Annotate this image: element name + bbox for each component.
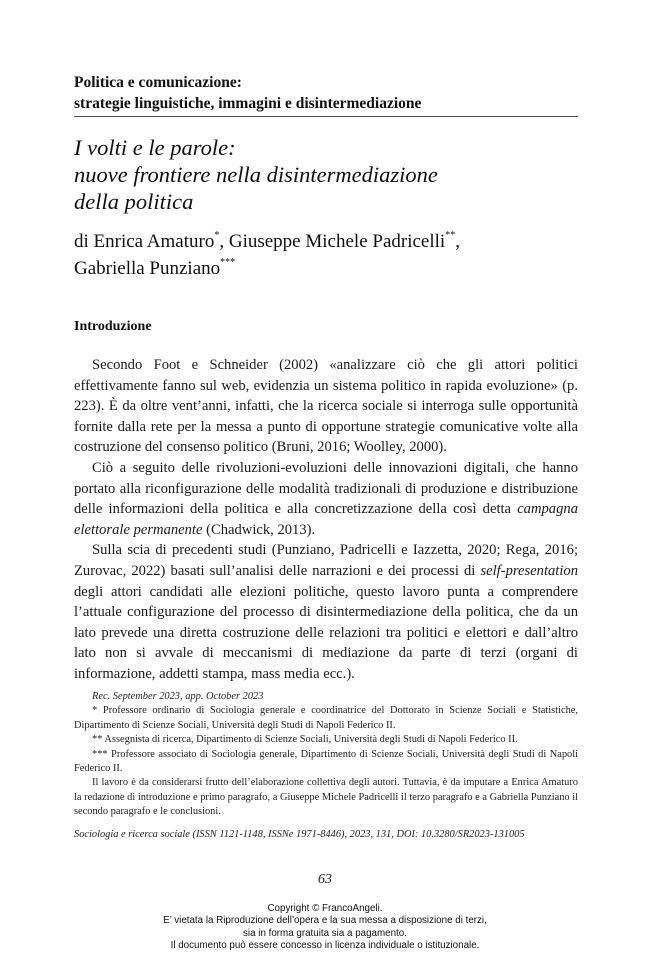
journal-citation: Sociologia e ricerca sociale (ISSN 1121-1148, ISSNe 1971-8446), 2023, 131, DOI: 10.3280/SR2023-131005 [74,828,525,840]
paragraph: Secondo Foot e Schneider (2002) «analizzare ciò che gli attori politici effettivamente fanno sul web, evidenzia un sistema politico in rapida evoluzione» (p. 223). È da oltre vent’anni, infatti, che la ricerca sociale si interroga sulle opportunità fornite dalla rete per la messa a punto di opportune strategie comunicative volte alla costruzione del consenso politico (Bruni, 2016; Woolley, 2000). [74,357,578,456]
section-heading-line2: strategie linguistiche, immagini e disintermediazione [74,95,422,112]
footnote: *** Professore associato di Sociologia generale, Dipartimento di Scienze Sociali, Università degli Studi di Napoli Federico II. [74,748,578,775]
author-name: Gabriella Punziano [74,258,221,279]
copyright-line: Copyright © FrancoAngeli. [267,903,383,914]
paragraph-text: Sulla scia di precedenti studi (Punziano, Padricelli e Iazzetta, 2020; Rega, 2016; Zurovac, 2022) basati sull’analisi delle narrazioni e dei processi di [74,542,578,579]
article-title [74,134,594,215]
article-title-line2: nuove frontiere nella disintermediazione [74,162,438,187]
introduction-heading: Introduzione [74,319,152,334]
body-text [74,355,578,685]
footnote: Il lavoro è da considerarsi frutto dell’elaborazione collettiva degli autori. Tuttavia, è da imputare a Enrica Amaturo la redazione di introduzione e primo paragrafo, a Giuseppe Michele Padricelli il terzo paragrafo e a Gabriella Punziano il secondo paragrafo e le conclusioni. [74,777,578,818]
author-list [74,228,594,282]
copyright-notice [0,903,650,953]
copyright-line: sia in forma gratuita sia a pagamento. [243,927,407,939]
footnote-mark: * [214,230,220,241]
authors-prefix: di [74,231,94,252]
emphasis-text: self-presentation [480,562,578,579]
paragraph [74,458,578,540]
emphasis-text: campagna elettorale permanente [74,501,578,538]
section-heading-line1: Politica e comunicazione: [74,74,242,91]
page-number: 63 [318,872,332,887]
paragraph-text: Ciò a seguito delle rivoluzioni-evoluzioni delle innovazioni digitali, che hanno portato alla riconfigurazione delle modalità tradizionali di produzione e distribuzione delle informazioni della politica e alla concretizzazione della così detta [74,459,578,518]
article-title-line3: della politica [74,189,194,214]
footnote: ** Assegnista di ricerca, Dipartimento di Scienze Sociali, Università degli Studi di Napoli Federico II. [92,734,518,746]
footnotes [74,690,578,842]
paragraph-text: degli attori candidati alle elezioni politiche, questo lavoro punta a comprendere l’attuale configurazione del processo di disintermediazione della politica, che da un lato prevede una diretta costruzione delle relazioni tra politici e elettori e dall’altro lato non si avvale di meccanismi di mediazione da parte di terzi (organi di informazione, addetti stampa, mass media ecc.). [74,583,578,682]
section-heading [74,72,578,114]
author-name: Enrica Amaturo [93,231,215,252]
article-title-line1: I volti e le parole: [74,135,236,160]
copyright-line: E’ vietata la Riproduzione dell’opera e la sua messa a disposizione di terzi, [163,915,487,927]
paragraph [74,540,578,684]
authors-separator: , [219,231,229,252]
received-date: Rec. September 2023, app. October 2023 [92,691,264,702]
copyright-line: Il documento può essere concesso in licenza individuale o istituzionale. [170,940,480,952]
footnote-mark: ** [445,230,456,241]
paragraph-text: (Chadwick, 2013). [202,521,316,538]
footnote: * Professore ordinario di Sociologia generale e coordinatrice del Dottorato in Scienze Sociali e Statistiche, Dipartimento di Scienze Sociali, Università degli Studi di Napoli Federico II. [74,705,578,731]
authors-separator: , [455,231,460,252]
author-name: Giuseppe Michele Padricelli [228,231,446,252]
footnote-mark: *** [220,257,236,268]
heading-divider [74,116,578,117]
